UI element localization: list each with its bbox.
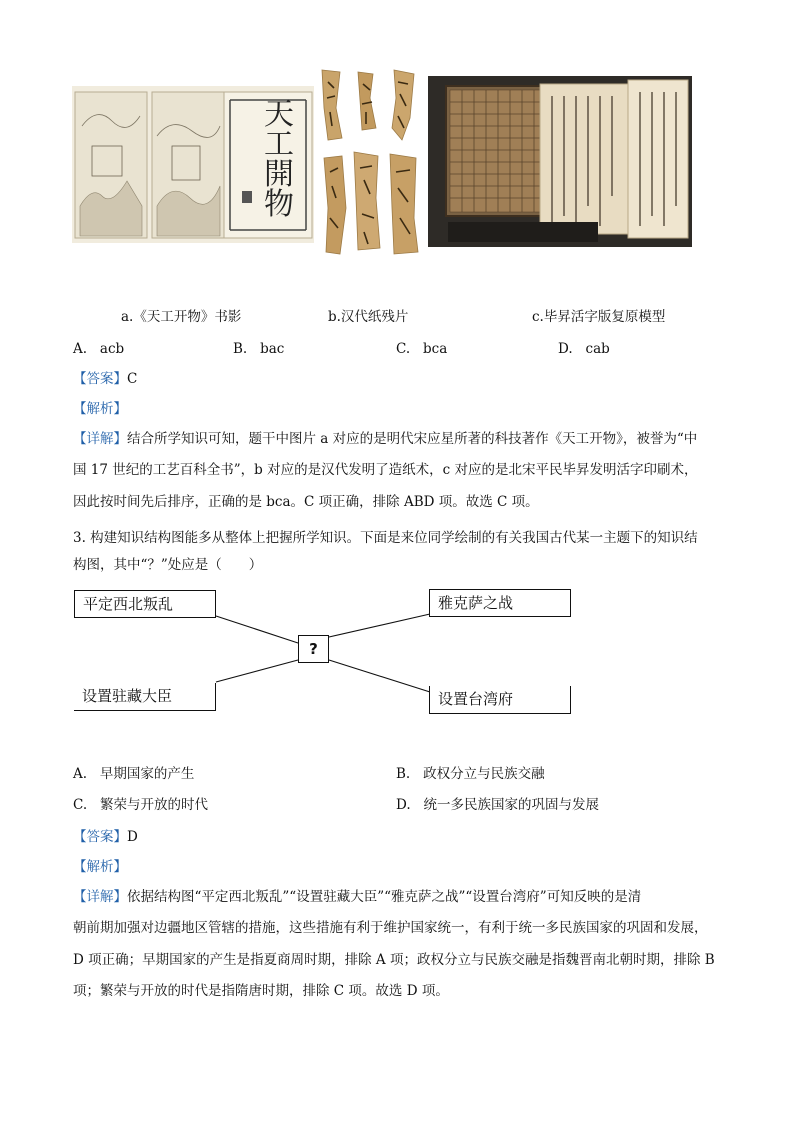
diagram-box-bottom-left: 设置驻藏大臣 <box>74 683 216 711</box>
detail-tag: 【详解】 <box>73 431 127 447</box>
q3-option-c <box>73 795 208 815</box>
q3-detail-line-2: 朝前期加强对边疆地区管辖的措施，这些措施有利于维护国家统一，有利于统一多民族国家的巩固和发展， <box>73 920 708 936</box>
option-letter: C. <box>396 341 411 357</box>
q3-analysis-tag: 【解析】 <box>73 859 127 875</box>
caption-a: a.《天工开物》书影 <box>121 309 242 325</box>
q3-option-d <box>396 795 599 815</box>
option-letter: D. <box>396 797 411 813</box>
answer-value: D <box>127 829 138 845</box>
option-text: cab <box>585 341 610 357</box>
q3-detail-line-1 <box>73 887 641 907</box>
q3-stem-line-2: 构图，其中“？”处应是（ ） <box>73 557 263 573</box>
q3-detail-line-4: 项；繁荣与开放的时代是指隋唐时期，排除 C 项。故选 D 项。 <box>73 983 449 999</box>
option-text: 政权分立与民族交融 <box>423 766 545 782</box>
option-letter: B. <box>233 341 248 357</box>
option-text: 早期国家的产生 <box>99 766 195 782</box>
option-text: 统一多民族国家的巩固与发展 <box>423 797 600 813</box>
q3-detail-line-3: D 项正确；早期国家的产生是指夏商周时期，排除 A 项；政权分立与民族交融是指魏晋南北朝时期，排除 B <box>73 952 715 968</box>
diagram-box-top-right: 雅克萨之战 <box>429 589 571 617</box>
option-letter: B. <box>396 766 411 782</box>
q2-detail-line-2: 国 17 世纪的工艺百科全书”，b 对应的是汉代发明了造纸术，c 对应的是北宋平民毕昇发明活字印刷术， <box>73 462 698 478</box>
option-text: 繁荣与开放的时代 <box>100 797 209 813</box>
option-letter: C. <box>73 797 88 813</box>
option-letter: A. <box>73 766 88 782</box>
q3-option-a <box>73 764 194 784</box>
detail-tag: 【详解】 <box>73 889 127 905</box>
option-text: bac <box>260 341 285 357</box>
detail-text: 依据结构图“平定西北叛乱”“设置驻藏大臣”“雅克萨之战”“设置台湾府”可知反映的是清 <box>127 889 642 905</box>
caption-c: c.毕昇活字版复原模型 <box>532 309 666 325</box>
q3-stem-line-1: 3. 构建知识结构图能多从整体上把握所学知识。下面是来位同学绘制的有关我国古代某一主题下的知识结 <box>73 530 698 546</box>
diagram-box-top-left: 平定西北叛乱 <box>74 590 216 618</box>
diagram-box-bottom-right: 设置台湾府 <box>429 686 571 714</box>
detail-text: 结合所学知识可知，题干中图片 a 对应的是明代宋应星所著的科技著作《天工开物》，被誉为“中 <box>127 431 698 447</box>
q3-option-b <box>396 764 545 784</box>
answer-value: C <box>127 371 138 387</box>
q2-detail-line-3: 因此按时间先后排序，正确的是 bca。C 项正确，排除 ABD 项。故选 C 项。 <box>73 494 539 510</box>
option-letter: D. <box>558 341 573 357</box>
caption-b: b.汉代纸残片 <box>328 309 409 325</box>
option-text: acb <box>99 341 125 357</box>
answer-tag: 【答案】 <box>73 829 127 845</box>
option-text: bca <box>423 341 448 357</box>
q3-answer <box>73 827 138 847</box>
book-cover-title: 天工開物 <box>264 97 294 222</box>
option-letter: A. <box>73 341 88 357</box>
diagram-box-center: ? <box>298 635 329 663</box>
q2-analysis-tag: 【解析】 <box>73 401 127 417</box>
answer-tag: 【答案】 <box>73 371 127 387</box>
